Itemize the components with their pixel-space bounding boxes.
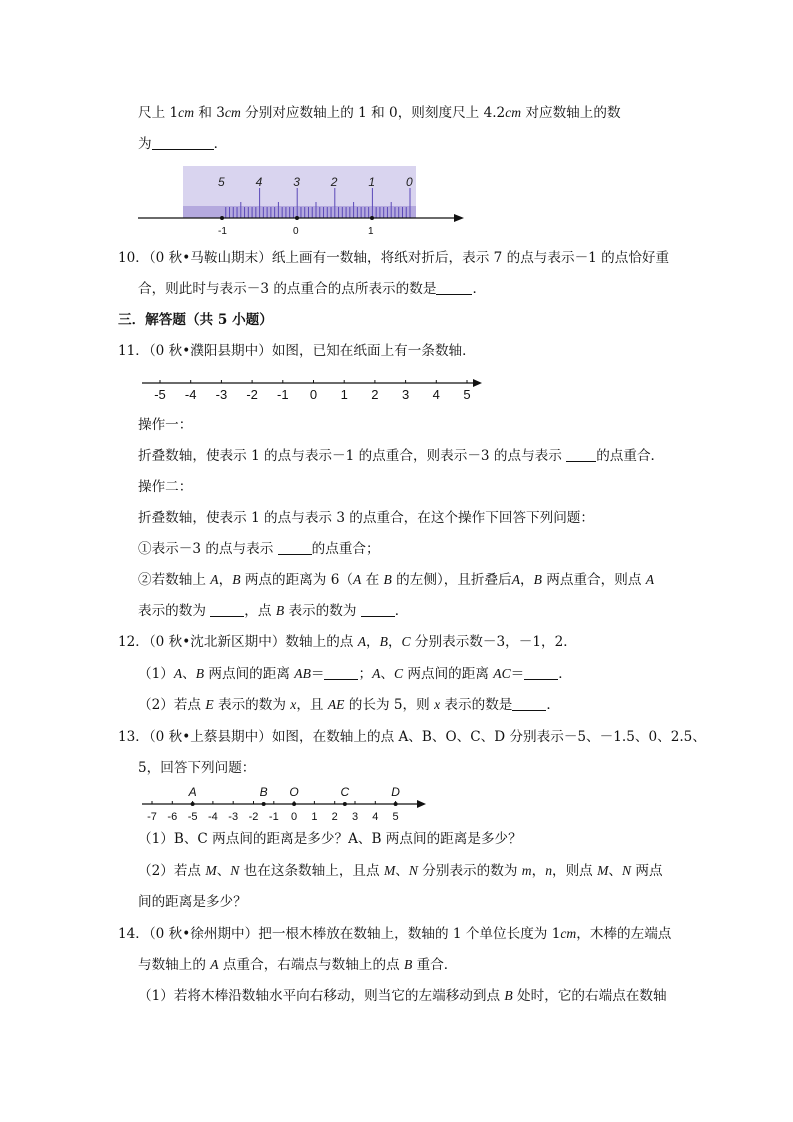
q11-number-line	[138, 372, 488, 404]
axis-tick-label: -4	[208, 811, 218, 823]
q14-line-1: 14．（0 秋•徐州期中）把一根木棒放在数轴上，数轴的 1 个单位长度为 1cm，木棒的左端点	[118, 926, 672, 942]
ruler-number: 5	[218, 175, 225, 189]
answer-blank[interactable]	[324, 665, 358, 680]
point-label: B	[259, 785, 268, 799]
q11-sub-3: 表示的数为 ，点 B 表示的数为 ．	[138, 603, 409, 619]
q10-line-1: 10．（0 秋•马鞍山期末）纸上画有一数轴，将纸对折后，表示 7 的点与表示－1 的点恰好重	[118, 250, 670, 266]
axis-tick-label: -1	[277, 387, 289, 402]
q12-part-2: （2）若点 E 表示的数为 x，且 AE 的长为 5，则 x 表示的数是 ．	[138, 697, 560, 713]
q11-line-1: 11．（0 秋•濮阳县期中）如图，已知在纸面上有一条数轴．	[118, 343, 476, 359]
ruler-number: 2	[330, 175, 338, 189]
point-label: D	[391, 785, 400, 799]
ruler-scale-band	[183, 206, 416, 218]
ruler-number: 3	[293, 175, 300, 189]
axis-tick-label: 0	[291, 811, 298, 823]
axis-tick-label: -5	[154, 387, 166, 402]
axis-tick-label: 2	[371, 387, 379, 402]
q13-part-2: （2）若点 M、N 也在这条数轴上，且点 M、N 分别表示的数为 m，n，则点 M、N 两点	[138, 863, 663, 879]
axis-tick-label: -3	[228, 811, 239, 823]
q12-part-1: （1）A、B 两点间的距离 AB＝ ；A、C 两点间的距离 AC＝ ．	[138, 666, 572, 682]
q13-line-1: 13．（0 秋•上蔡县期中）如图，在数轴上的点 A、B、O、C、D 分别表示－5、－1.5、0、2.5、	[118, 729, 706, 745]
point-d	[394, 802, 398, 806]
axis-point	[370, 216, 374, 220]
ruler-number: 1	[368, 175, 376, 189]
axis-tick-label: -1	[218, 226, 227, 237]
point-label: A	[188, 785, 197, 799]
ruler-number: 4	[255, 175, 263, 189]
q11-op1: 操作一：	[138, 417, 193, 433]
q13-part-3: 间的距离是多少？	[138, 894, 247, 910]
answer-blank[interactable]	[152, 135, 214, 150]
q11-sub-1: ①表示－3 的点与表示 的点重合；	[138, 541, 380, 557]
q11-op1-text: 折叠数轴，使表示 1 的点与表示－1 的点重合，则表示－3 的点与表示 的点重合．	[138, 448, 665, 464]
answer-blank[interactable]	[210, 602, 244, 617]
axis-tick-label: -4	[184, 387, 197, 402]
axis-tick-label: -2	[246, 387, 258, 402]
axis-tick-label: -5	[187, 811, 198, 823]
answer-blank[interactable]	[436, 280, 472, 295]
axis-tick-label: 2	[331, 811, 338, 823]
axis-tick-label: 0	[293, 226, 299, 237]
q14-line-2: 与数轴上的 A 点重合，右端点与数轴上的点 B 重合．	[138, 957, 458, 973]
q13-part-1: （1）B、C 两点间的距离是多少？A、B 两点间的距离是多少？	[138, 831, 522, 847]
q11-op2: 操作二：	[138, 479, 193, 495]
point-o	[292, 802, 296, 806]
point-b	[262, 802, 266, 806]
answer-blank[interactable]	[278, 540, 312, 555]
point-a	[191, 802, 195, 806]
axis-tick-label: 3	[401, 387, 410, 402]
q9-line-2: 为 ．	[138, 136, 228, 152]
q13-number-line	[138, 782, 438, 824]
q14-part-1: （1）若将木棒沿数轴水平向右移动，则当它的左端移动到点 B 处时，它的右端点在数轴	[138, 988, 667, 1004]
axis-point	[295, 216, 299, 220]
axis-tick-label: 5	[392, 811, 399, 823]
axis-tick-label: -3	[215, 387, 228, 402]
axis-tick-label: 3	[351, 811, 359, 823]
q13-line-2: 5，回答下列问题：	[138, 760, 256, 776]
q12-line-1: 12．（0 秋•沈北新区期中）数轴上的点 A，B，C 分别表示数－3，－1，2．	[118, 634, 577, 650]
arrow-head	[454, 214, 464, 222]
ruler-number: 0	[406, 175, 413, 189]
axis-tick-label: -1	[268, 811, 279, 823]
axis-tick-label: 5	[463, 387, 471, 402]
q11-op2-text: 折叠数轴，使表示 1 的点与表示 3 的点重合，在这个操作下回答下列问题：	[138, 510, 594, 526]
point-label: C	[340, 785, 350, 799]
axis-tick-label: 1	[368, 226, 374, 237]
answer-blank[interactable]	[566, 447, 596, 462]
axis-tick-label: 1	[340, 387, 348, 402]
section-title: 三．解答题（共 5 小题）	[118, 312, 273, 328]
axis-tick-label: 0	[309, 387, 318, 402]
answer-blank[interactable]	[512, 696, 546, 711]
axis-point	[220, 216, 224, 220]
axis-tick-label: 4	[432, 387, 440, 402]
answer-blank[interactable]	[524, 665, 558, 680]
q9-line-1: 尺上 1cm 和 3cm 分别对应数轴上的 1 和 0，则刻度尺上 4.2cm 对应数轴上的数	[138, 105, 621, 121]
axis-tick-label: 1	[311, 811, 318, 823]
axis-tick-label: -2	[248, 811, 259, 823]
point-label: O	[289, 785, 299, 799]
q11-sub-2: ②若数轴上 A，B 两点的距离为 6（A 在 B 的左侧），且折叠后A，B 两点重合，则点 A	[138, 572, 655, 588]
axis-tick-label: -7	[147, 811, 157, 823]
q10-line-2: 合，则此时与表示－3 的点重合的点所表示的数是 ．	[138, 281, 487, 297]
answer-blank[interactable]	[361, 602, 395, 617]
axis-tick-label: -6	[167, 811, 178, 823]
ruler-figure	[138, 160, 468, 240]
point-c	[343, 802, 347, 806]
axis-tick-label: 4	[372, 811, 379, 823]
